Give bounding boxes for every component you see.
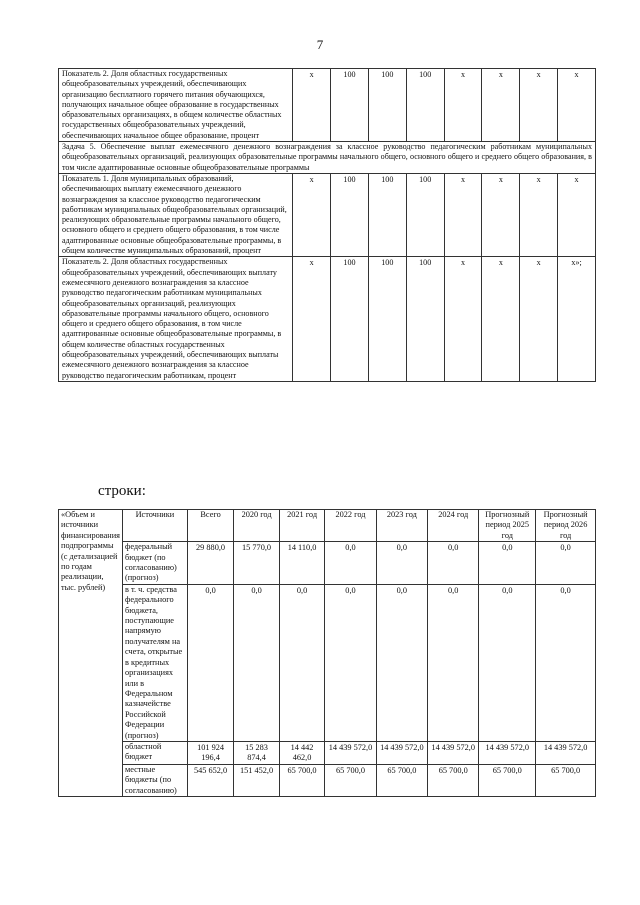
table-row: [59, 584, 596, 741]
source-cell: федеральный бюджет (по согласованию) (прогноз): [122, 542, 187, 585]
rows-caption: строки:: [98, 483, 146, 499]
source-cell: местные бюджеты (по согласованию): [122, 764, 187, 796]
value-cell: х»;: [558, 257, 596, 382]
value-cell: 0,0: [234, 584, 280, 741]
table-row: [59, 741, 596, 764]
table-row: [59, 542, 596, 585]
value-cell: х: [444, 173, 482, 256]
indicators-table: [58, 68, 596, 382]
value-cell: 100: [368, 69, 406, 142]
value-cell: 65 700,0: [479, 764, 536, 796]
value-cell: 15 770,0: [234, 542, 280, 585]
value-cell: х: [520, 257, 558, 382]
value-cell: 0,0: [279, 584, 325, 741]
value-cell: 15 283 874,4: [234, 741, 280, 764]
value-cell: 14 439 572,0: [376, 741, 427, 764]
value-cell: х: [293, 69, 331, 142]
value-cell: 0,0: [325, 542, 376, 585]
column-header: 2021 год: [279, 510, 325, 542]
value-cell: 14 439 572,0: [325, 741, 376, 764]
value-cell: 14 439 572,0: [536, 741, 596, 764]
value-cell: 14 439 572,0: [479, 741, 536, 764]
table-row: [59, 69, 596, 142]
column-header: Прогнозный период 2026 год: [536, 510, 596, 542]
value-cell: 0,0: [187, 584, 234, 741]
value-cell: 0,0: [376, 584, 427, 741]
table-row: [59, 257, 596, 382]
value-cell: 100: [368, 173, 406, 256]
value-cell: 100: [406, 257, 444, 382]
value-cell: х: [293, 257, 331, 382]
value-cell: х: [520, 173, 558, 256]
value-cell: 65 700,0: [325, 764, 376, 796]
column-header: 2022 год: [325, 510, 376, 542]
value-cell: 100: [406, 173, 444, 256]
value-cell: 100: [331, 257, 369, 382]
value-cell: 65 700,0: [279, 764, 325, 796]
financing-table: [58, 509, 596, 797]
value-cell: 0,0: [536, 584, 596, 741]
table-row: [59, 764, 596, 796]
header-row: [59, 510, 596, 542]
value-cell: 151 452,0: [234, 764, 280, 796]
value-cell: х: [520, 69, 558, 142]
value-cell: 65 700,0: [376, 764, 427, 796]
value-cell: 14 442 462,0: [279, 741, 325, 764]
column-header: Прогнозный период 2025 год: [479, 510, 536, 542]
column-header: 2023 год: [376, 510, 427, 542]
value-cell: 65 700,0: [428, 764, 479, 796]
financing-label: «Объем и источники финансирования подпрограммы (с детализацией по годам реализации, тыс. рублей): [59, 510, 123, 797]
indicator-cell: Показатель 2. Доля областных государственных общеобразовательных учреждений, обеспечивающих организацию бесплатного горячего питания обучающихся, получающих начальное общее образование в государственных образовательных организациях, в общем количестве областных государственных общеобразовательных учреждений, обеспечивающих начальное общее образование, процент: [59, 69, 293, 142]
value-cell: х: [558, 69, 596, 142]
value-cell: 29 880,0: [187, 542, 234, 585]
value-cell: 0,0: [376, 542, 427, 585]
table-row: [59, 142, 596, 174]
value-cell: х: [558, 173, 596, 256]
column-header: Источники: [122, 510, 187, 542]
value-cell: 0,0: [479, 584, 536, 741]
value-cell: 0,0: [428, 542, 479, 585]
value-cell: х: [482, 173, 520, 256]
page-number: 7: [316, 37, 324, 52]
value-cell: 14 110,0: [279, 542, 325, 585]
table-row: [59, 173, 596, 256]
task-cell: Задача 5. Обеспечение выплат ежемесячного денежного вознаграждения за классное руководство педагогическим работникам муниципальных общеобразовательных организаций, реализующих образовательные программы начального общего, основного общего и среднего общего образования, в том числе адаптированные основные общеобразовательные программы: [59, 142, 596, 174]
value-cell: х: [293, 173, 331, 256]
value-cell: 545 652,0: [187, 764, 234, 796]
column-header: 2020 год: [234, 510, 280, 542]
value-cell: х: [482, 69, 520, 142]
indicator-cell: Показатель 1. Доля муниципальных образований, обеспечивающих выплату ежемесячного денежного вознаграждения за классное руководство педагогическим работникам муниципальных общеобразовательных организаций, реализующих образовательные программы начального общего, основного общего и среднего общего образования, в том числе адаптированные основные общеобразовательные программы, в общем количестве муниципальных образований, процент: [59, 173, 293, 256]
value-cell: х: [482, 257, 520, 382]
source-cell: в т. ч. средства федерального бюджета, поступающие напрямую получателям на счета, открытые в кредитных организациях или в Федеральном казначействе Российской Федерации (прогноз): [122, 584, 187, 741]
value-cell: х: [444, 69, 482, 142]
value-cell: 0,0: [479, 542, 536, 585]
source-cell: областной бюджет: [122, 741, 187, 764]
value-cell: 14 439 572,0: [428, 741, 479, 764]
indicator-cell: Показатель 2. Доля областных государственных общеобразовательных учреждений, обеспечивающих выплату ежемесячного денежного вознаграждения за классное руководство педагогическим работникам муниципальных общеобразовательных организаций, реализующих образовательные программы начального общего, основного общего и среднего общего образования, в том числе адаптированные основные общеобразовательные программы, в общем количестве областных государственных общеобразовательных учреждений, обеспечивающих выплаты ежемесячного денежного вознаграждения за классное руководство педагогическим работникам, процент: [59, 257, 293, 382]
value-cell: 65 700,0: [536, 764, 596, 796]
value-cell: 0,0: [536, 542, 596, 585]
value-cell: 100: [331, 69, 369, 142]
value-cell: х: [444, 257, 482, 382]
column-header: Всего: [187, 510, 234, 542]
value-cell: 0,0: [325, 584, 376, 741]
value-cell: 0,0: [428, 584, 479, 741]
column-header: 2024 год: [428, 510, 479, 542]
value-cell: 100: [406, 69, 444, 142]
value-cell: 100: [331, 173, 369, 256]
value-cell: 101 924 196,4: [187, 741, 234, 764]
value-cell: 100: [368, 257, 406, 382]
